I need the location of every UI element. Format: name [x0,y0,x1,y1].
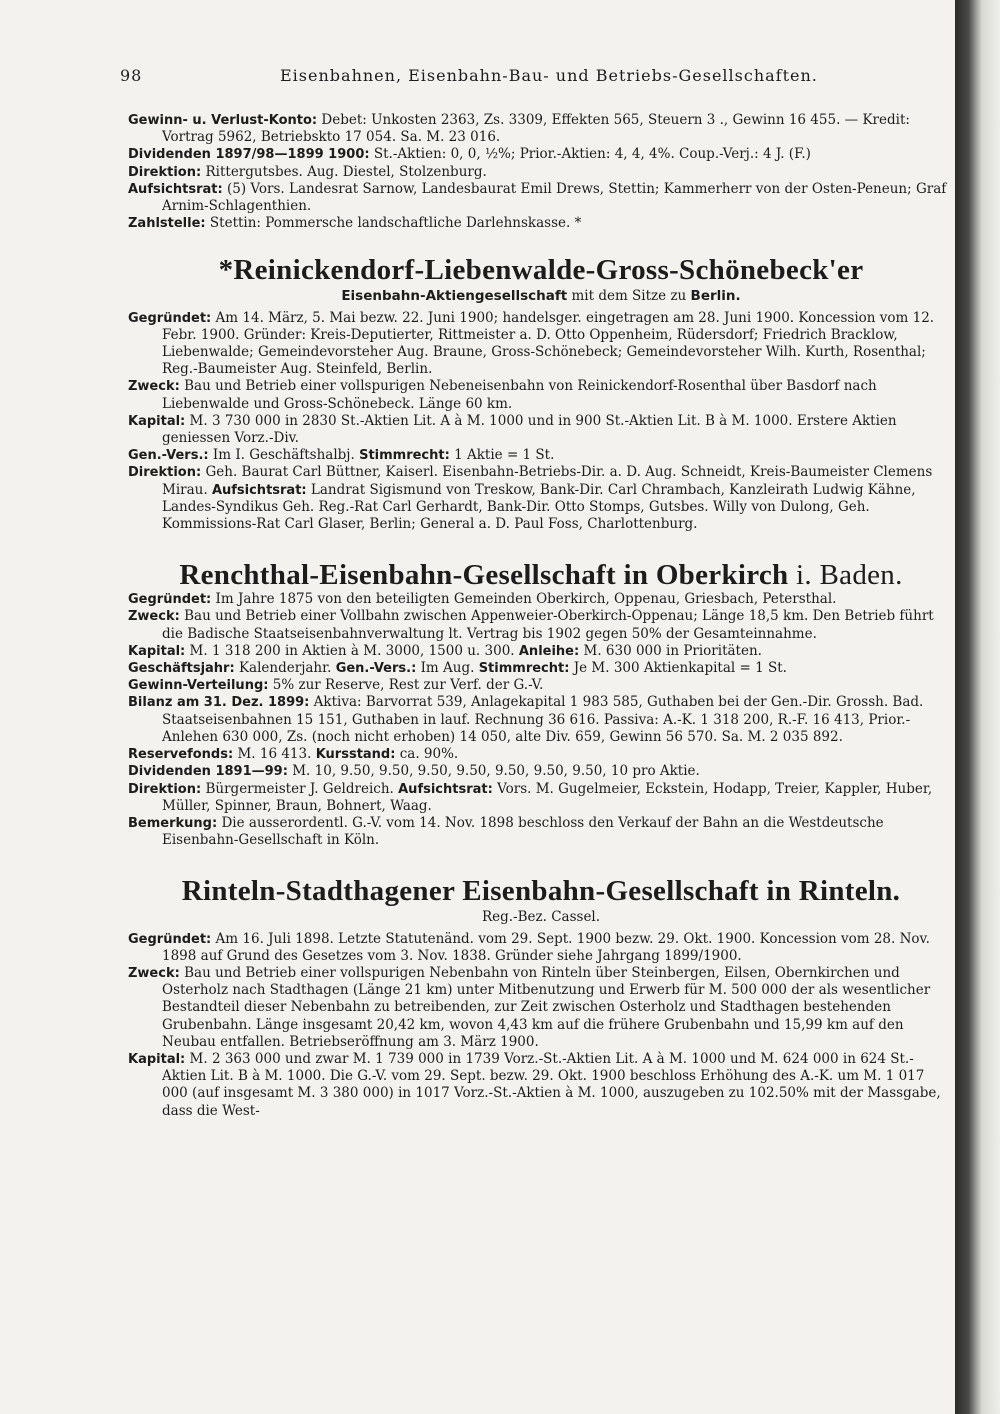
entry-direktion [128,781,954,815]
entry-label: Aufsichtsrat: [128,181,223,197]
entry-label: Gen.-Vers.: [128,448,209,464]
entry-label: Aufsichtsrat: [211,482,307,498]
company-subtitle-reinickendorf [128,288,954,305]
page-title: Eisenbahnen, Eisenbahn-Bau- und Betriebs-Gesellschaften. [280,66,818,85]
entry-label: Aufsichtsrat: [398,781,493,797]
entry-label: Gewinn- u. Verlust-Konto: [128,113,318,128]
entry-text: Stettin: Pommersche landschaftliche Darlehnskasse. * [209,215,582,232]
entry-geschaeftsjahr [128,660,954,677]
company-title-rinteln: Rinteln-Stadthagener Eisenbahn-Gesellschaft in Rinteln. [181,875,901,908]
entry-bemerkung [128,815,954,849]
entry-text: M. 1 318 200 in Aktien à M. 3000, 1500 u. 300. [189,642,515,659]
entry-text: Je M. 300 Aktienkapital = 1 St. [573,660,787,677]
entry-text: Landrat Sigismund von Treskow, Bank-Dir. Carl Chrambach, Kanzleirath Ludwig Kähne, Landes-Syndikus Geh. Reg.-Rat Carl Gerhardt, Bank-Dir. Otto Stomps, Gutsbes. Willy von Dulong, Geh. Kommissions-Rat Carl Glaser, Berlin; General a. D. Paul Foss, Charlottenburg. [162,481,916,533]
entry-text: M. 630 000 in Prioritäten. [583,642,762,659]
entry-gewinn-verteilung [128,677,954,694]
company-title-renchthal [128,559,954,591]
entry-label: Dividenden 1897/98—1899 1900: [128,147,370,163]
entry-label: Kapital: [128,643,186,659]
entry-text: Aktiva: Barvorrat 539, Anlagekapital 1 983 585, Guthaben bei der Gen.-Dir. Grossh. Bad. Staatseisenbahnen 15 151, Guthaben in lauf. Rechnung 36 616. Passiva: A.-K. 1 318 200, R.-F. 16 413, Prior.-Anlehen 630 000, Zs. (noch nicht erhoben) 14 050, alte Div. 659, Gewinn 56 570. Sa. M. 2 035 892. [162,694,924,745]
entry-label: Gen.-Vers.: [335,661,417,677]
entry-label: Kapital: [128,1051,186,1067]
subtitle-company-type: Eisenbahn-Aktiengesellschaft [341,288,568,305]
entry-label: Bemerkung: [128,815,218,831]
entry-text: Vors. M. Gugelmeier, Eckstein, Hodapp, Treier, Kappler, Huber, Müller, Spinner, Braun, Bohnert, Waag. [162,780,933,814]
entry-text: M. 3 730 000 in 2830 St.-Aktien Lit. A à M. 1000 und in 900 St.-Aktien Lit. B à M. 1000. Erstere Aktien geniessen Vorz.-Div. [162,412,897,447]
entry-text: M. 16 413. [237,746,312,763]
entry-label: Direktion: [128,781,202,797]
title-main: Renchthal-Eisenbahn-Gesellschaft in Oberkirch [179,559,789,592]
entry-label: Direktion: [128,465,202,481]
entry-label: Gegründet: [128,931,212,947]
entry-text: Die ausserordentl. G.-V. vom 14. Nov. 1898 beschloss den Verkauf der Bahn an die Westdeutsche Eisenbahn-Gesellschaft in Köln. [162,814,884,849]
entry-kapital [128,413,954,447]
entry-label: Gewinn-Verteilung: [128,678,269,694]
entry-zahlstelle [128,215,954,232]
entry-aufsichtsrat [128,181,954,215]
company-subtitle-rinteln: Reg.-Bez. Cassel. [481,909,601,926]
entry-text: Debet: Unkosten 2363, Zs. 3309, Effekten 565, Steuern 3 ., Gewinn 16 455. — Kredit: Vortrag 5962, Betriebskto 17 054. Sa. M. 23 016. [162,112,910,146]
entry-text: Geh. Baurat Carl Büttner, Kaiserl. Eisenbahn-Betriebs-Dir. a. D. Aug. Schneidt, Kreis-Baumeister Clemens Mirau. [162,464,933,498]
entry-kapital [128,1051,954,1120]
entry-label: Bilanz am 31. Dez. 1899: [128,695,310,711]
entry-text: (5) Vors. Landesrat Sarnow, Landesbaurat Emil Drews, Stettin; Kammerherr von der Osten-Peneun; Graf Arnim-Schlagenthien. [162,180,947,215]
entry-label: Gegründet: [128,310,212,326]
company-title-reinickendorf: *Reinickendorf-Liebenwalde-Gross-Schönebeck'er [218,254,864,287]
entry-text: Im Jahre 1875 von den beteiligten Gemeinden Oberkirch, Oppenau, Griesbach, Petersthal. [215,591,837,608]
entry-text: M. 2 363 000 und zwar M. 1 739 000 in 1739 Vorz.-St.-Aktien Lit. A à M. 1000 und M. 624 000 in 624 St.-Aktien Lit. B à M. 1000. Die G.-V. vom 29. Sept. bezw. 29. Okt. 1900 beschloss Erhöhung des A.-K. um M. 1 017 000 (auf insgesamt M. 3 380 000) in 1017 Vorz.-St.-Aktien à M. 1000, auszugeben zu 102.50% mit der Massgabe, dass die West- [162,1050,941,1119]
entry-label: Reservefonds: [128,747,234,763]
entry-label: Zweck: [128,965,180,981]
page-number: 98 [120,66,143,85]
entry-zweck [128,378,954,412]
entry-label: Geschäftsjahr: [128,661,235,677]
entry-text: Im Aug. [420,660,475,677]
entry-gewinn-verlust [128,112,954,146]
entry-reservefonds [128,746,954,763]
entry-text: Rittergutsbes. Aug. Diestel, Stolzenburg. [205,163,487,180]
entry-label: Anleihe: [518,643,580,659]
entry-text: 5% zur Reserve, Rest zur Verf. der G.-V. [272,677,544,694]
entry-text: Am 16. Juli 1898. Letzte Statutenänd. vom 29. Sept. 1900 bezw. 29. Okt. 1900. Koncession vom 28. Nov. 1898 auf Grund des Gesetzes vom 3. Nov. 1838. Gründer siehe Jahrgang 1899/1900. [162,930,930,964]
entry-kapital [128,643,954,660]
subtitle-mid: mit dem Sitze zu [571,288,687,305]
entry-label: Gegründet: [128,592,212,608]
entry-label: Stimmrecht: [478,661,570,677]
entry-label: Zweck: [128,609,180,625]
entry-bilanz [128,694,954,746]
entry-label: Direktion: [128,164,202,180]
entry-direktion [128,464,954,533]
entry-gegruendet [128,591,954,608]
title-tail: i. Baden. [796,559,903,592]
entry-text: Bau und Betrieb einer vollspurigen Nebenbahn von Rinteln über Steinbergen, Eilsen, Obernkirchen und Osterholz nach Stadthagen (Länge 21 km) unter Mitbenutzung und Erwerb für M. 500 000 der als wesentlicher Bestandteil dieser Nebenbahn zu betreibenden, zur Zeit zwischen Osterholz und Stadthagen bestehenden Grubenbahn. Länge insgesamt 20,42 km, wovon 4,43 km auf die frühere Grubenbahn und 15,99 km auf den Neubau entfallen. Betriebseröffnung am 3. März 1900. [162,964,931,1050]
entry-label: Dividenden 1891—99: [128,764,288,780]
entry-direktion [128,164,954,181]
entry-text: Am 14. März, 5. Mai bezw. 22. Juni 1900; handelsger. eingetragen am 28. Juni 1900. Koncession vom 12. Febr. 1900. Gründer: Kreis-Deputierter, Rittmeister a. D. Otto Oppenheim, Rüdersdorf; Friedrich Bracklow, Liebenwalde; Gemeindevorsteher Aug. Braune, Gross-Schönebeck; Gemeindevorsteher Wilh. Kurth, Rosenthal; Reg.-Baumeister Aug. Steinfeld, Berlin. [162,309,935,378]
entry-gegruendet [128,310,954,379]
entry-label: Zahlstelle: [128,216,206,232]
book-edge [955,0,1000,1414]
entry-label: Kursstand: [315,747,396,763]
entry-text: ca. 90%. [399,746,459,763]
entry-text: 1 Aktie = 1 St. [454,447,555,464]
entry-label: Stimmrecht: [359,448,450,464]
entry-zweck [128,608,954,642]
entry-text: Bau und Betrieb einer Vollbahn zwischen Appenweier-Oberkirch-Oppenau; Länge 18,5 km. Den Betrieb führt die Badische Staatseisenbahnverwaltung lt. Vertrag bis 1902 gegen 50% der Gesamteinnahme. [162,608,934,642]
entry-label: Zweck: [128,379,180,395]
subtitle-city: Berlin. [690,288,741,305]
entry-text: Bürgermeister J. Geldreich. [205,780,394,797]
entry-text: St.-Aktien: 0, 0, ½%; Prior.-Aktien: 4, 4, 4%. Coup.-Verj.: 4 J. (F.) [373,146,811,163]
entry-zweck [128,965,954,1051]
entry-gen-vers [128,447,954,464]
entry-dividenden [128,763,954,780]
entry-label: Kapital: [128,413,186,429]
entry-text: M. 10, 9.50, 9.50, 9.50, 9.50, 9.50, 9.50, 9.50, 10 pro Aktie. [292,763,700,780]
entry-text: Im I. Geschäftshalbj. [212,447,355,464]
entry-gegruendet [128,931,954,965]
entry-text: Kalenderjahr. [238,660,332,677]
page-content [128,112,954,1120]
entry-dividenden [128,146,954,163]
entry-text: Bau und Betrieb einer vollspurigen Nebeneisenbahn von Reinickendorf-Rosenthal über Basdorf nach Liebenwalde und Gross-Schönebeck. Länge 60 km. [162,378,877,412]
